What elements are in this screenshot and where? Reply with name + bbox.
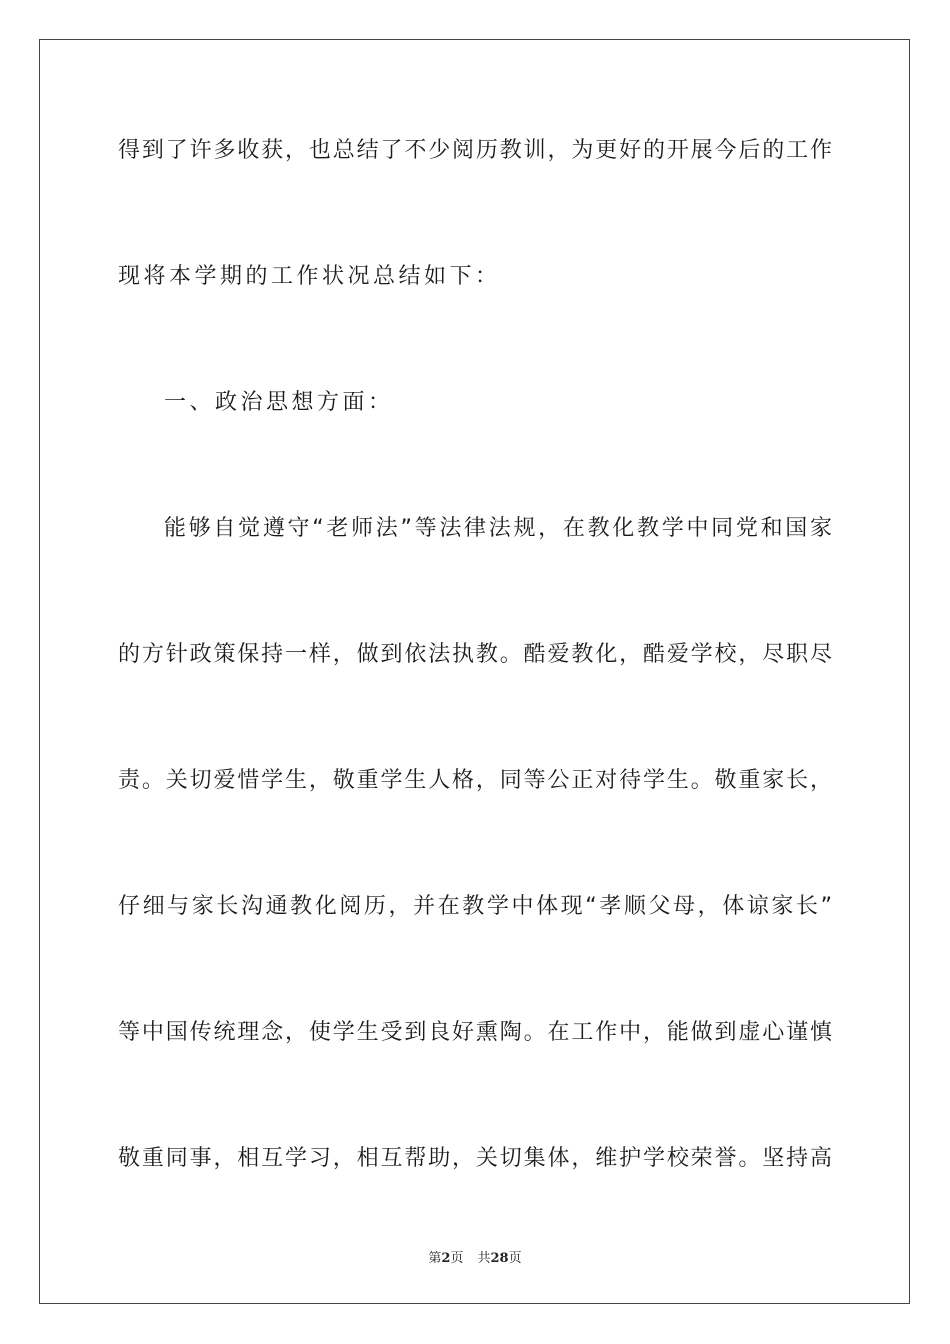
footer-total-suffix: 页	[508, 1251, 522, 1266]
text-line-8: 等中国传统理念，使学生受到良好熏陶。在工作中，能做到虚心谨慎	[118, 1020, 832, 1045]
text-line-6: 责。关切爱惜学生，敬重学生人格，同等公正对待学生。敬重家长，	[118, 768, 832, 793]
text-line-9: 敬重同事，相互学习，相互帮助，关切集体，维护学校荣誉。坚持高	[118, 1146, 832, 1171]
footer-total-prefix: 共	[477, 1251, 491, 1266]
text-line-4: 能够自觉遵守“老师法”等法律法规，在教化教学中同党和国家	[164, 516, 832, 541]
footer-prefix: 第	[428, 1251, 442, 1266]
page-footer	[0, 1247, 950, 1266]
footer-page-suffix: 页	[450, 1251, 464, 1266]
text-line-7: 仔细与家长沟通教化阅历，并在教学中体现“孝顺父母，体谅家长”	[118, 894, 832, 919]
text-line-2: 现将本学期的工作状况总结如下：	[118, 264, 501, 289]
section-heading: 一、政治思想方面：	[164, 390, 394, 415]
text-line-1: 得到了许多收获，也总结了不少阅历教训，为更好的开展今后的工作	[118, 138, 832, 163]
total-page-count: 28	[490, 1251, 509, 1266]
page-border	[39, 39, 910, 1304]
text-line-5: 的方针政策保持一样，做到依法执教。酷爱教化，酷爱学校，尽职尽	[118, 642, 832, 667]
current-page-number: 2	[441, 1251, 451, 1266]
